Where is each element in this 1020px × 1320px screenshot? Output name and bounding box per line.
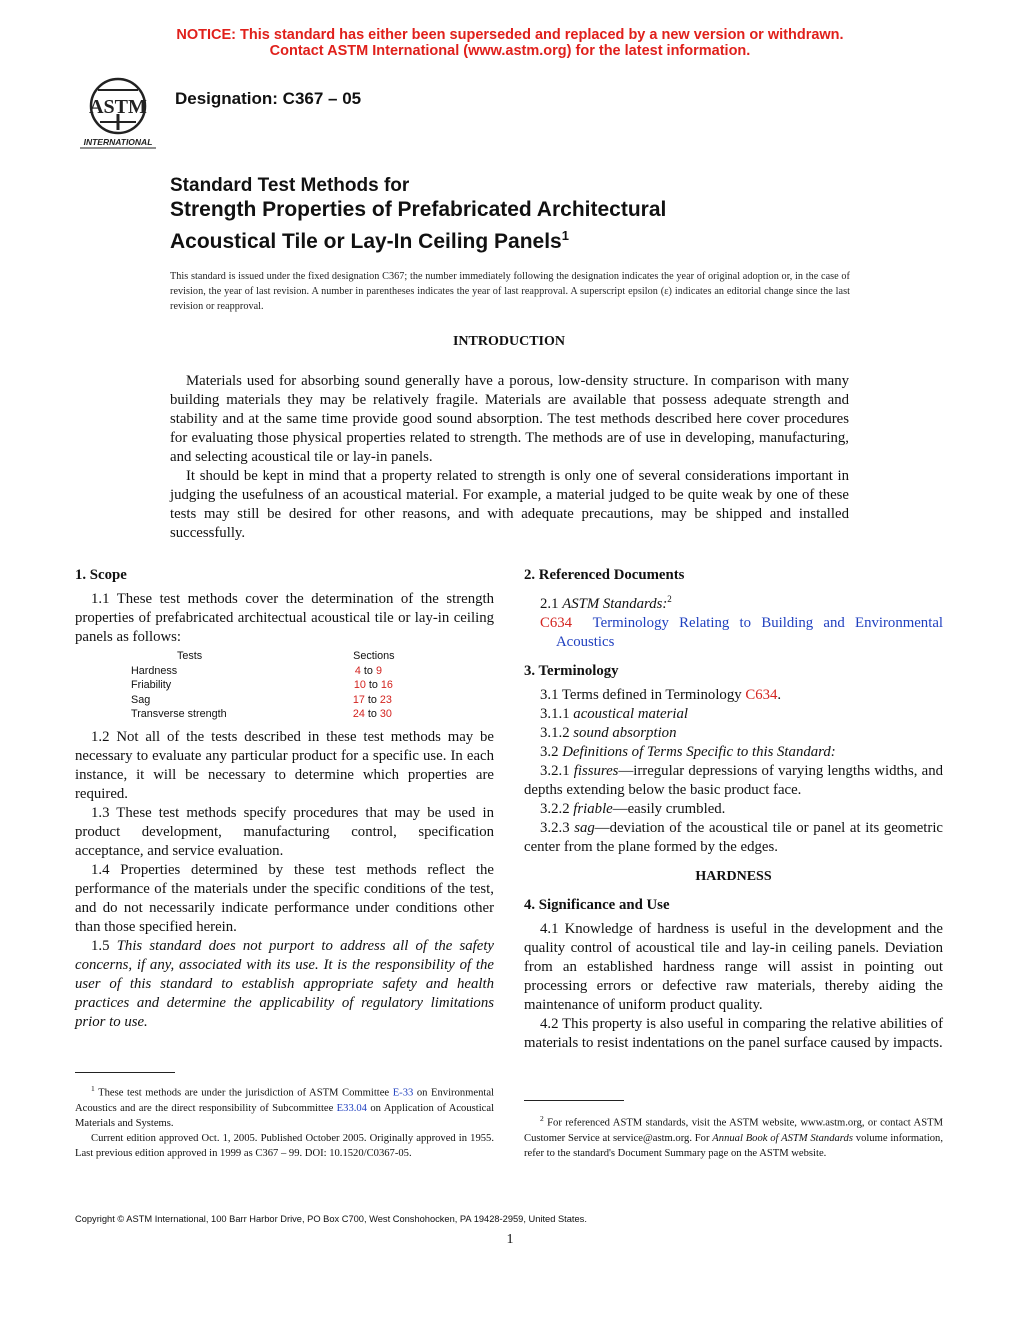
referenced-doc-c634 — [540, 614, 943, 652]
table-row: Hardness 4 to 9 — [131, 664, 382, 677]
hardness-heading: HARDNESS — [695, 868, 772, 884]
section-1-2: 1.2 Not all of the tests described in these test methods may be necessary to evaluate any particular product for a specific use. In each instance, it will be necessary to determine which properties are required. — [75, 728, 494, 802]
table-header-sections: Sections — [353, 650, 395, 662]
subcommittee-link[interactable]: E33.04 — [336, 1102, 367, 1114]
section-2-1: 2.1 ASTM Standards:$^2$ — [540, 594, 672, 612]
section-3-2-1: 3.2.1 fissures—irregular depressions of varying lengths widths, and depths extending below the basic product face. — [524, 762, 943, 798]
section-link[interactable]: 23 — [379, 693, 392, 706]
designation: Designation: C367 – 05 — [175, 89, 362, 108]
table-header-tests: Tests — [177, 650, 203, 662]
astm-logo — [76, 76, 160, 150]
title-line-1: Standard Test Methods for — [170, 175, 410, 196]
footnote-1-edition: Current edition approved Oct. 1, 2005. Published October 2005. Originally approved in 1955. Last previous edition approved in 1999 as C367 – 99. DOI: 10.1520/C0367-05. — [75, 1132, 494, 1159]
copyright-line: Copyright © ASTM International, 100 Barr Harbor Drive, PO Box C700, West Conshohocken, PA 19428-2959, United States. — [75, 1214, 587, 1224]
logo-subtext: INTERNATIONAL — [83, 137, 153, 147]
section-3-heading: 3. Terminology — [524, 662, 619, 679]
footnote-rule-right — [524, 1100, 624, 1101]
section-4-2: 4.2 This property is also useful in comparing the relative abilities of materials to resist indentations on the panel surface caused by impacts. — [524, 1015, 943, 1051]
section-3-2-3: 3.2.3 sag—deviation of the acoustical tile or panel at its geometric center from the plane formed by the edges. — [524, 819, 943, 855]
right-column — [524, 566, 943, 1053]
section-3-2: 3.2 Definitions of Terms Specific to this Standard: — [540, 743, 836, 760]
committee-link[interactable]: E-33 — [392, 1087, 414, 1099]
section-link[interactable]: 24 — [352, 708, 365, 721]
notice-line-1: NOTICE: This standard has either been superseded and replaced by a new version or withdrawn. — [176, 27, 844, 43]
logo-text: ASTM — [89, 96, 147, 118]
title-line-2: Strength Properties of Prefabricated Architectural — [170, 198, 667, 221]
section-link[interactable]: 16 — [380, 679, 393, 692]
section-2-heading: 2. Referenced Documents — [524, 567, 685, 583]
footnote-2: $^2$ For referenced ASTM standards, visit the ASTM website, www.astm.org, or contact ASTM Customer Service at service@astm.org. For Annual Book of ASTM Standards volume information, refer to the standard's Document Summary page on the ASTM website. — [524, 1114, 944, 1159]
tests-sections-table — [131, 649, 431, 722]
section-1-4: 1.4 Properties determined by these test methods reflect the performance of the materials under the specific conditions of the test, and do not necessarily indicate performance under conditions other than those specified herein. — [75, 861, 494, 935]
footnote-rule-left — [75, 1072, 175, 1073]
footnote-1: $^1$ These test methods are under the jurisdiction of ASTM Committee E-33 on Environmental Acoustics and are the direct responsibility of Subcommittee E33.04 on Application of Acoustical Materials and Systems. Current edition approved Oct. 1, 2005. Published October 2005. Originally approved in 1955. Last previous edition approved in 1999 as C367 – 99. DOI: 10.1520/C0367-05. — [75, 1084, 495, 1159]
table-row: Friability 10 to 16 — [131, 679, 393, 692]
section-4-1: 4.1 Knowledge of hardness is useful in the development and the quality control of acoustical tile and lay-in ceiling panels. Deviation from an established hardness range will assist in pointing out processing errors or defective raw materials, thereby aiding the maintenance of uniform product quality. — [524, 920, 943, 1013]
page-number: 1 — [506, 1232, 514, 1247]
section-1-5: 1.5 This standard does not purport to address all of the safety concerns, if any, associated with its use. It is the responsibility of the user of this standard to establish appropriate safety and health practices and determine the applicability of regulatory limitations prior to use. — [75, 937, 494, 1030]
astm-logo-icon — [76, 76, 160, 150]
c634-title-link[interactable]: Terminology Relating to Building and Environmental Acoustics — [556, 614, 943, 650]
table-row: Transverse strength 24 to 30 — [131, 708, 392, 721]
c634-link[interactable]: C634 — [745, 686, 778, 703]
introduction-paragraph-1: Materials used for absorbing sound generally have a porous, low-density structure. In comparison with many building materials they may be relatively fragile. Materials are available that possess adequate strength and stability and at the same time provide good sound absorption. The test methods described here cover procedures for evaluating those physical properties related to strength. The methods are of use in developing, manufacturing, and selecting acoustical tile or lay-in panels. — [170, 373, 849, 465]
document-title — [170, 174, 666, 255]
table-header-row — [131, 649, 431, 664]
issuance-statement: This standard is issued under the fixed designation C367; the number immediately following the designation indicates the year of original adoption or, in the case of revision, the year of last revision. A number in parentheses indicates the year of last reapproval. A superscript epsilon (ε) indicates an editorial change since the last revision or reapproval. — [170, 271, 850, 312]
section-4-heading: 4. Significance and Use — [524, 896, 670, 913]
section-1-1: 1.1 These test methods cover the determination of the strength properties of prefabricated architectual acoustical tile or lay-in ceiling panels as follows: — [75, 591, 494, 645]
section-link[interactable]: 9 — [375, 664, 382, 677]
section-3-2-2: 3.2.2 friable—easily crumbled. — [540, 800, 726, 817]
notice-line-2: Contact ASTM International (www.astm.org) for the latest information. — [269, 43, 751, 59]
section-1-heading: 1. Scope — [75, 567, 127, 583]
introduction-heading: INTRODUCTION — [452, 334, 565, 349]
section-3-1-1: 3.1.1 acoustical material — [540, 705, 688, 722]
withdrawal-notice — [0, 27, 1020, 59]
section-3-1-2: 3.1.2 sound absorption — [540, 724, 677, 741]
left-column — [75, 566, 494, 1032]
section-link[interactable]: 30 — [379, 708, 392, 721]
section-1-3: 1.3 These test methods specify procedures that may be used in product development, manufacturing control, specification acceptance, and service evaluation. — [75, 804, 494, 859]
section-link[interactable]: 17 — [352, 693, 365, 706]
section-link[interactable]: 4 — [354, 664, 361, 677]
title-footnote-mark[interactable]: 1 — [561, 228, 569, 243]
table-row: Sag 17 to 23 — [131, 693, 392, 706]
c634-link[interactable]: C634 — [540, 614, 573, 631]
section-3-1: 3.1 Terms defined in Terminology C634. — [540, 686, 782, 703]
title-line-3: Acoustical Tile or Lay-In Ceiling Panels$^1$ — [170, 228, 569, 253]
introduction-body — [170, 372, 849, 543]
introduction-paragraph-2: It should be kept in mind that a property related to strength is only one of several considerations important in judging the usefulness of an acoustical material. For example, a material judged to be quite weak by one of these tests may still be desired for other reasons, and with adequate precautions, may be shipped and installed successfully. — [170, 468, 849, 541]
footnote-2-mark[interactable]: 2 — [667, 594, 672, 604]
section-link[interactable]: 10 — [353, 679, 366, 692]
